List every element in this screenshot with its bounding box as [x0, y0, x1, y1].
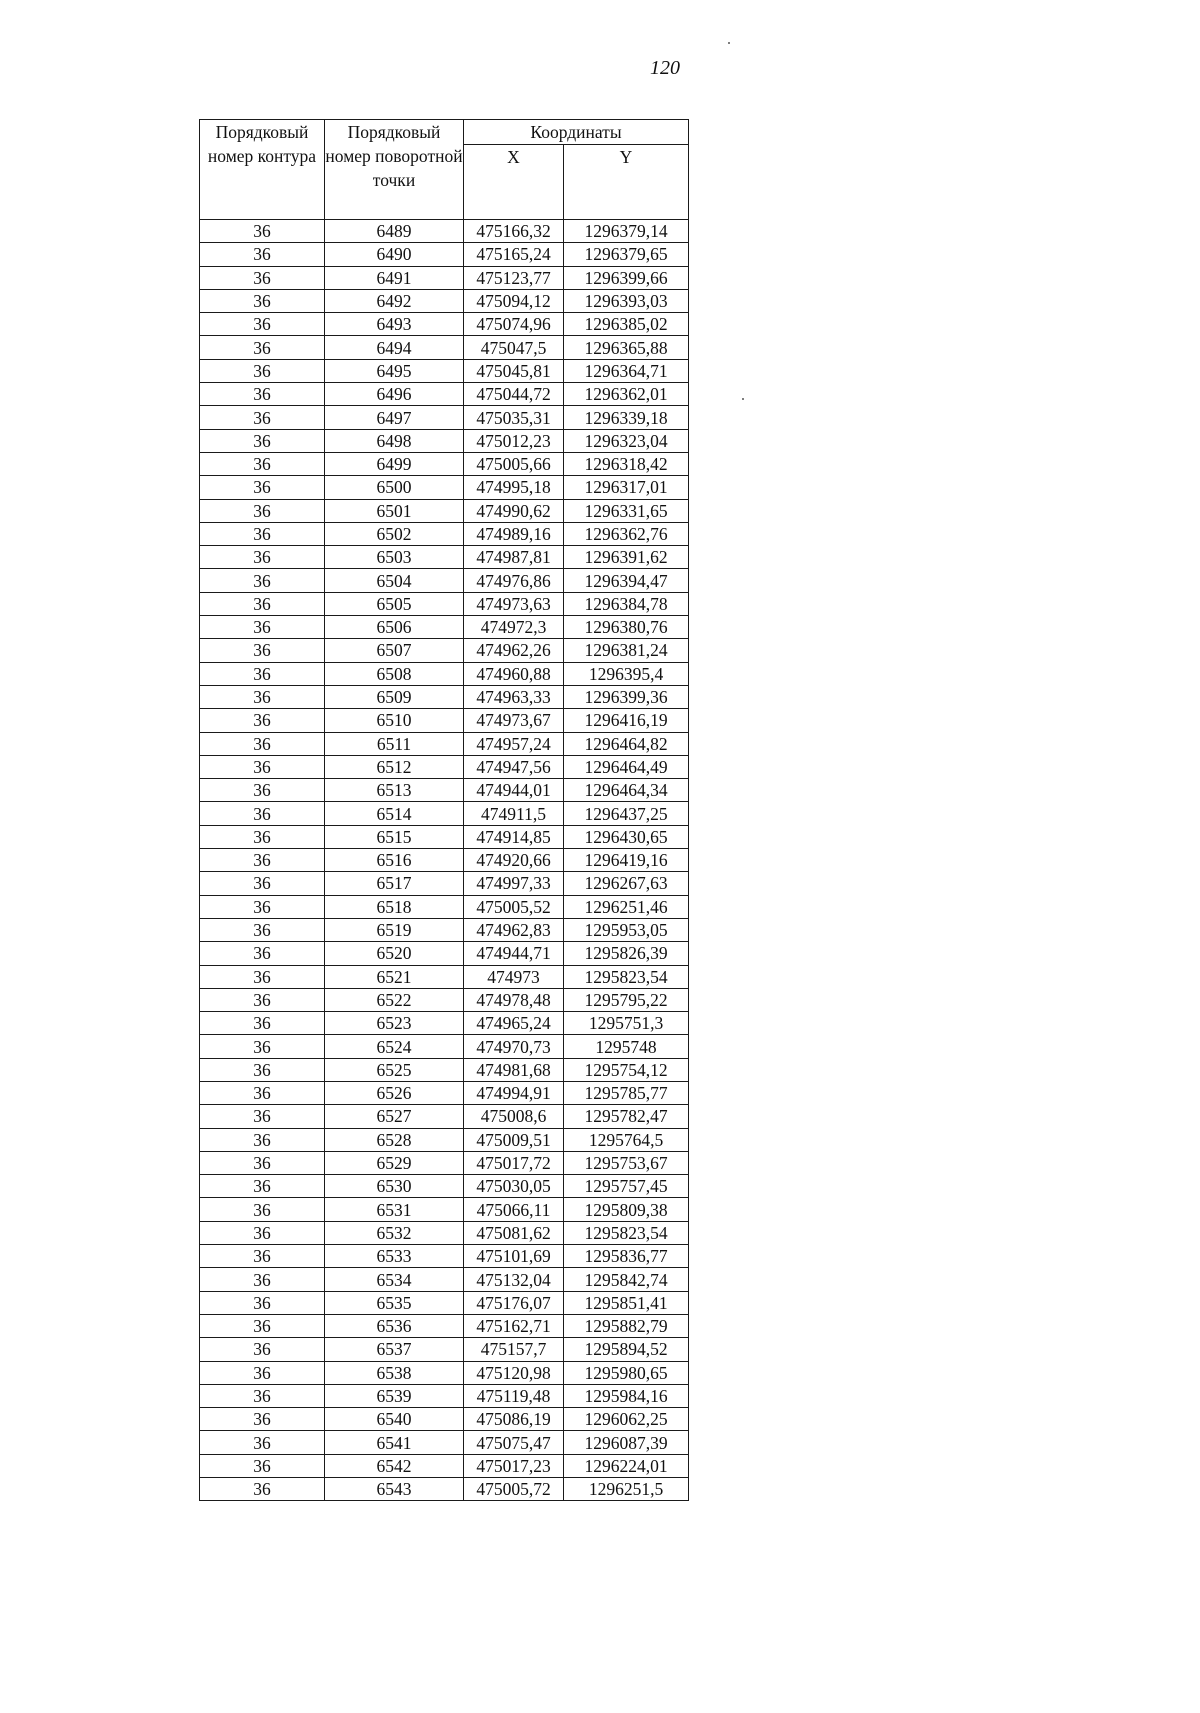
cell-x: 474957,24 [464, 732, 564, 755]
cell-contour-number: 36 [200, 1384, 325, 1407]
cell-point-number: 6524 [325, 1035, 464, 1058]
cell-contour-number: 36 [200, 359, 325, 382]
table-row [200, 1338, 689, 1361]
table-row [200, 406, 689, 429]
cell-point-number: 6528 [325, 1128, 464, 1151]
cell-x: 475047,5 [464, 336, 564, 359]
cell-y: 1295851,41 [564, 1291, 689, 1314]
cell-point-number: 6517 [325, 872, 464, 895]
table-row [200, 1175, 689, 1198]
table-row [200, 755, 689, 778]
cell-contour-number: 36 [200, 243, 325, 266]
table-row [200, 359, 689, 382]
cell-y: 1296380,76 [564, 616, 689, 639]
table-row [200, 616, 689, 639]
cell-y: 1296464,82 [564, 732, 689, 755]
cell-x: 475045,81 [464, 359, 564, 382]
cell-contour-number: 36 [200, 779, 325, 802]
cell-y: 1296393,03 [564, 289, 689, 312]
cell-contour-number: 36 [200, 988, 325, 1011]
cell-point-number: 6530 [325, 1175, 464, 1198]
cell-contour-number: 36 [200, 1268, 325, 1291]
coordinates-table [199, 119, 689, 1501]
cell-x: 474973,67 [464, 709, 564, 732]
table-row [200, 1314, 689, 1337]
cell-y: 1296416,19 [564, 709, 689, 732]
cell-x: 474960,88 [464, 662, 564, 685]
cell-y: 1296395,4 [564, 662, 689, 685]
cell-contour-number: 36 [200, 452, 325, 475]
cell-point-number: 6498 [325, 429, 464, 452]
header-contour-number: Порядковый номер контура [200, 120, 325, 220]
cell-y: 1295836,77 [564, 1245, 689, 1268]
cell-x: 475132,04 [464, 1268, 564, 1291]
cell-x: 474914,85 [464, 825, 564, 848]
scan-speck [728, 42, 730, 44]
cell-x: 474963,33 [464, 685, 564, 708]
page-number: 120 [650, 57, 680, 79]
table-row [200, 895, 689, 918]
cell-contour-number: 36 [200, 266, 325, 289]
table-row [200, 1035, 689, 1058]
cell-x: 475030,05 [464, 1175, 564, 1198]
cell-point-number: 6521 [325, 965, 464, 988]
cell-point-number: 6490 [325, 243, 464, 266]
cell-y: 1295980,65 [564, 1361, 689, 1384]
cell-x: 474976,86 [464, 569, 564, 592]
cell-point-number: 6511 [325, 732, 464, 755]
cell-y: 1295894,52 [564, 1338, 689, 1361]
cell-contour-number: 36 [200, 918, 325, 941]
header-x: X [464, 145, 564, 220]
table-header [200, 120, 689, 220]
cell-point-number: 6525 [325, 1058, 464, 1081]
cell-contour-number: 36 [200, 639, 325, 662]
cell-point-number: 6491 [325, 266, 464, 289]
cell-point-number: 6538 [325, 1361, 464, 1384]
cell-x: 474978,48 [464, 988, 564, 1011]
cell-y: 1296379,65 [564, 243, 689, 266]
cell-x: 474989,16 [464, 522, 564, 545]
cell-contour-number: 36 [200, 592, 325, 615]
cell-contour-number: 36 [200, 1151, 325, 1174]
table-row [200, 639, 689, 662]
cell-point-number: 6536 [325, 1314, 464, 1337]
cell-y: 1295753,67 [564, 1151, 689, 1174]
cell-x: 475012,23 [464, 429, 564, 452]
cell-contour-number: 36 [200, 1454, 325, 1477]
cell-y: 1296323,04 [564, 429, 689, 452]
cell-y: 1296364,71 [564, 359, 689, 382]
header-y: Y [564, 145, 689, 220]
table-row [200, 918, 689, 941]
cell-point-number: 6506 [325, 616, 464, 639]
cell-contour-number: 36 [200, 1314, 325, 1337]
cell-y: 1296464,34 [564, 779, 689, 802]
cell-point-number: 6502 [325, 522, 464, 545]
cell-contour-number: 36 [200, 1478, 325, 1501]
cell-x: 475044,72 [464, 383, 564, 406]
cell-contour-number: 36 [200, 755, 325, 778]
cell-x: 475008,6 [464, 1105, 564, 1128]
cell-contour-number: 36 [200, 1081, 325, 1104]
cell-x: 475035,31 [464, 406, 564, 429]
cell-contour-number: 36 [200, 1198, 325, 1221]
table-row [200, 452, 689, 475]
cell-y: 1296317,01 [564, 476, 689, 499]
cell-x: 474970,73 [464, 1035, 564, 1058]
cell-point-number: 6526 [325, 1081, 464, 1104]
cell-y: 1296381,24 [564, 639, 689, 662]
cell-point-number: 6507 [325, 639, 464, 662]
cell-x: 475101,69 [464, 1245, 564, 1268]
table-row [200, 289, 689, 312]
cell-contour-number: 36 [200, 1058, 325, 1081]
cell-x: 474995,18 [464, 476, 564, 499]
cell-contour-number: 36 [200, 546, 325, 569]
cell-x: 474973,63 [464, 592, 564, 615]
table-row [200, 1454, 689, 1477]
cell-y: 1296384,78 [564, 592, 689, 615]
cell-x: 474990,62 [464, 499, 564, 522]
cell-contour-number: 36 [200, 313, 325, 336]
cell-contour-number: 36 [200, 825, 325, 848]
cell-y: 1295795,22 [564, 988, 689, 1011]
cell-point-number: 6532 [325, 1221, 464, 1244]
table-row [200, 942, 689, 965]
table-row [200, 1384, 689, 1407]
cell-point-number: 6495 [325, 359, 464, 382]
table-row [200, 243, 689, 266]
cell-x: 475119,48 [464, 1384, 564, 1407]
table-row [200, 499, 689, 522]
table-row [200, 872, 689, 895]
cell-x: 474997,33 [464, 872, 564, 895]
cell-x: 474944,01 [464, 779, 564, 802]
table-row [200, 1431, 689, 1454]
cell-contour-number: 36 [200, 499, 325, 522]
cell-point-number: 6541 [325, 1431, 464, 1454]
cell-y: 1296391,62 [564, 546, 689, 569]
cell-y: 1295751,3 [564, 1012, 689, 1035]
table-row [200, 802, 689, 825]
cell-contour-number: 36 [200, 1012, 325, 1035]
cell-x: 474962,26 [464, 639, 564, 662]
cell-y: 1295785,77 [564, 1081, 689, 1104]
cell-y: 1296339,18 [564, 406, 689, 429]
cell-contour-number: 36 [200, 220, 325, 243]
cell-y: 1295842,74 [564, 1268, 689, 1291]
cell-point-number: 6508 [325, 662, 464, 685]
cell-y: 1296399,36 [564, 685, 689, 708]
cell-point-number: 6501 [325, 499, 464, 522]
cell-x: 475075,47 [464, 1431, 564, 1454]
cell-y: 1296464,49 [564, 755, 689, 778]
cell-point-number: 6512 [325, 755, 464, 778]
cell-contour-number: 36 [200, 476, 325, 499]
cell-y: 1296430,65 [564, 825, 689, 848]
cell-y: 1296362,76 [564, 522, 689, 545]
cell-point-number: 6514 [325, 802, 464, 825]
cell-x: 475074,96 [464, 313, 564, 336]
cell-y: 1296087,39 [564, 1431, 689, 1454]
table-row [200, 336, 689, 359]
cell-y: 1295823,54 [564, 1221, 689, 1244]
cell-y: 1296365,88 [564, 336, 689, 359]
cell-point-number: 6533 [325, 1245, 464, 1268]
scan-speck [742, 398, 744, 400]
cell-point-number: 6510 [325, 709, 464, 732]
cell-contour-number: 36 [200, 1361, 325, 1384]
cell-y: 1296362,01 [564, 383, 689, 406]
cell-y: 1296251,46 [564, 895, 689, 918]
cell-x: 475165,24 [464, 243, 564, 266]
cell-y: 1295809,38 [564, 1198, 689, 1221]
table-row [200, 522, 689, 545]
cell-y: 1296379,14 [564, 220, 689, 243]
table-row [200, 313, 689, 336]
table-row [200, 1012, 689, 1035]
cell-x: 474973 [464, 965, 564, 988]
cell-y: 1296267,63 [564, 872, 689, 895]
cell-contour-number: 36 [200, 429, 325, 452]
cell-y: 1295782,47 [564, 1105, 689, 1128]
cell-x: 475157,7 [464, 1338, 564, 1361]
cell-contour-number: 36 [200, 1408, 325, 1431]
cell-contour-number: 36 [200, 895, 325, 918]
cell-contour-number: 36 [200, 732, 325, 755]
header-coordinates: Координаты [464, 120, 689, 145]
cell-x: 474920,66 [464, 849, 564, 872]
cell-y: 1296318,42 [564, 452, 689, 475]
table-row [200, 220, 689, 243]
table-row [200, 1128, 689, 1151]
cell-point-number: 6515 [325, 825, 464, 848]
cell-y: 1296385,02 [564, 313, 689, 336]
table-row [200, 383, 689, 406]
table-row [200, 1245, 689, 1268]
cell-x: 474994,91 [464, 1081, 564, 1104]
cell-contour-number: 36 [200, 1338, 325, 1361]
cell-x: 474965,24 [464, 1012, 564, 1035]
cell-point-number: 6505 [325, 592, 464, 615]
cell-x: 475123,77 [464, 266, 564, 289]
cell-y: 1295764,5 [564, 1128, 689, 1151]
table-row [200, 1291, 689, 1314]
cell-contour-number: 36 [200, 872, 325, 895]
cell-x: 475066,11 [464, 1198, 564, 1221]
cell-contour-number: 36 [200, 965, 325, 988]
cell-point-number: 6503 [325, 546, 464, 569]
cell-x: 475017,23 [464, 1454, 564, 1477]
cell-contour-number: 36 [200, 849, 325, 872]
table-row [200, 476, 689, 499]
cell-point-number: 6493 [325, 313, 464, 336]
table-row [200, 988, 689, 1011]
cell-point-number: 6494 [325, 336, 464, 359]
cell-contour-number: 36 [200, 569, 325, 592]
cell-point-number: 6527 [325, 1105, 464, 1128]
cell-y: 1296062,25 [564, 1408, 689, 1431]
table-row [200, 709, 689, 732]
cell-point-number: 6499 [325, 452, 464, 475]
cell-contour-number: 36 [200, 1128, 325, 1151]
cell-contour-number: 36 [200, 802, 325, 825]
table-row [200, 685, 689, 708]
cell-y: 1296419,16 [564, 849, 689, 872]
cell-x: 474947,56 [464, 755, 564, 778]
header-point-number: Порядковый номер поворотной точки [325, 120, 464, 220]
cell-x: 474972,3 [464, 616, 564, 639]
cell-point-number: 6537 [325, 1338, 464, 1361]
cell-contour-number: 36 [200, 1105, 325, 1128]
cell-point-number: 6534 [325, 1268, 464, 1291]
cell-x: 474981,68 [464, 1058, 564, 1081]
cell-contour-number: 36 [200, 383, 325, 406]
table-row [200, 849, 689, 872]
cell-contour-number: 36 [200, 685, 325, 708]
cell-y: 1296224,01 [564, 1454, 689, 1477]
cell-point-number: 6492 [325, 289, 464, 312]
table-row [200, 1198, 689, 1221]
table-row [200, 1268, 689, 1291]
table-row [200, 546, 689, 569]
cell-x: 475166,32 [464, 220, 564, 243]
cell-point-number: 6518 [325, 895, 464, 918]
cell-x: 475009,51 [464, 1128, 564, 1151]
cell-point-number: 6531 [325, 1198, 464, 1221]
table-row [200, 1478, 689, 1501]
table-body [200, 220, 689, 1501]
cell-x: 474987,81 [464, 546, 564, 569]
cell-contour-number: 36 [200, 709, 325, 732]
table-row [200, 1058, 689, 1081]
cell-x: 474911,5 [464, 802, 564, 825]
cell-point-number: 6497 [325, 406, 464, 429]
cell-point-number: 6543 [325, 1478, 464, 1501]
cell-y: 1295826,39 [564, 942, 689, 965]
cell-y: 1296394,47 [564, 569, 689, 592]
cell-point-number: 6535 [325, 1291, 464, 1314]
cell-contour-number: 36 [200, 942, 325, 965]
cell-contour-number: 36 [200, 616, 325, 639]
cell-x: 475005,66 [464, 452, 564, 475]
cell-x: 475162,71 [464, 1314, 564, 1337]
cell-x: 475094,12 [464, 289, 564, 312]
cell-contour-number: 36 [200, 1431, 325, 1454]
cell-point-number: 6540 [325, 1408, 464, 1431]
cell-point-number: 6516 [325, 849, 464, 872]
cell-point-number: 6539 [325, 1384, 464, 1407]
table-row [200, 732, 689, 755]
table-row [200, 1361, 689, 1384]
cell-y: 1295823,54 [564, 965, 689, 988]
cell-x: 475120,98 [464, 1361, 564, 1384]
cell-x: 474962,83 [464, 918, 564, 941]
cell-contour-number: 36 [200, 336, 325, 359]
cell-y: 1296331,65 [564, 499, 689, 522]
cell-point-number: 6489 [325, 220, 464, 243]
cell-point-number: 6496 [325, 383, 464, 406]
cell-x: 475176,07 [464, 1291, 564, 1314]
table-row [200, 1105, 689, 1128]
cell-x: 475005,72 [464, 1478, 564, 1501]
cell-contour-number: 36 [200, 1035, 325, 1058]
cell-point-number: 6542 [325, 1454, 464, 1477]
cell-point-number: 6523 [325, 1012, 464, 1035]
table-row [200, 592, 689, 615]
cell-point-number: 6522 [325, 988, 464, 1011]
cell-point-number: 6519 [325, 918, 464, 941]
cell-contour-number: 36 [200, 406, 325, 429]
cell-x: 475086,19 [464, 1408, 564, 1431]
cell-y: 1295984,16 [564, 1384, 689, 1407]
cell-contour-number: 36 [200, 1291, 325, 1314]
cell-contour-number: 36 [200, 289, 325, 312]
cell-contour-number: 36 [200, 1221, 325, 1244]
cell-contour-number: 36 [200, 1245, 325, 1268]
table-row [200, 1081, 689, 1104]
cell-y: 1295754,12 [564, 1058, 689, 1081]
cell-point-number: 6500 [325, 476, 464, 499]
cell-contour-number: 36 [200, 1175, 325, 1198]
cell-y: 1296437,25 [564, 802, 689, 825]
cell-x: 475005,52 [464, 895, 564, 918]
cell-point-number: 6520 [325, 942, 464, 965]
cell-x: 475017,72 [464, 1151, 564, 1174]
table-row [200, 1221, 689, 1244]
table-row [200, 1408, 689, 1431]
cell-x: 475081,62 [464, 1221, 564, 1244]
table-row [200, 569, 689, 592]
cell-point-number: 6509 [325, 685, 464, 708]
cell-point-number: 6529 [325, 1151, 464, 1174]
cell-y: 1295757,45 [564, 1175, 689, 1198]
cell-x: 474944,71 [464, 942, 564, 965]
table-row [200, 825, 689, 848]
table-row [200, 1151, 689, 1174]
cell-contour-number: 36 [200, 662, 325, 685]
cell-contour-number: 36 [200, 522, 325, 545]
cell-point-number: 6504 [325, 569, 464, 592]
cell-y: 1296399,66 [564, 266, 689, 289]
cell-y: 1295748 [564, 1035, 689, 1058]
cell-y: 1296251,5 [564, 1478, 689, 1501]
table-row [200, 779, 689, 802]
table-row [200, 429, 689, 452]
cell-point-number: 6513 [325, 779, 464, 802]
table-row [200, 662, 689, 685]
table-row [200, 266, 689, 289]
cell-y: 1295882,79 [564, 1314, 689, 1337]
table-row [200, 965, 689, 988]
cell-y: 1295953,05 [564, 918, 689, 941]
